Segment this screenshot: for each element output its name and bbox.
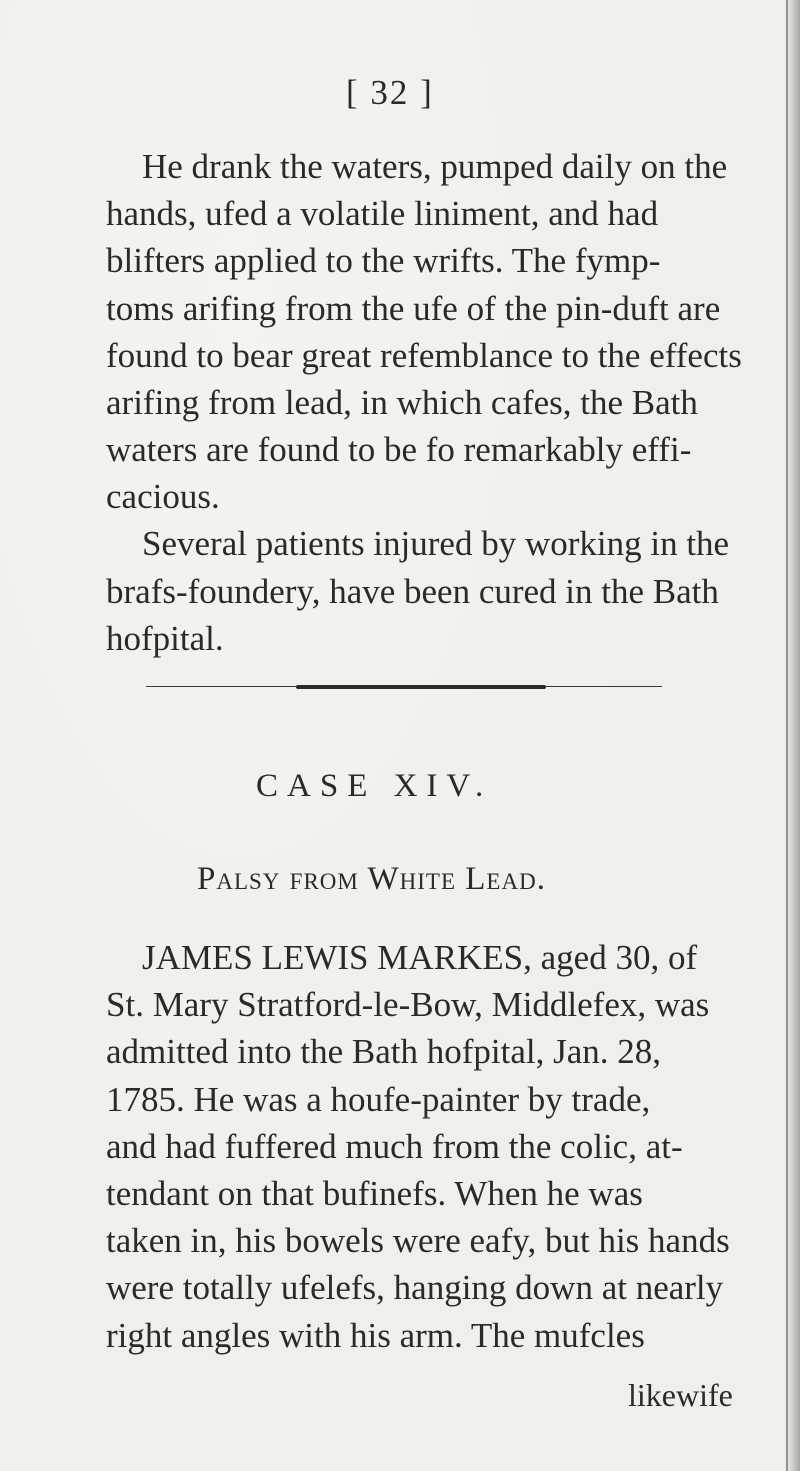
catchword: likewife [628,1377,733,1413]
text-line: Several patients injured by working in the [142,524,730,563]
page-edge-shadow [786,0,800,1471]
text-line: waters are found to be fo remarkably effi- [106,430,692,469]
page-edge-line [786,0,788,1471]
text-line: hofpital. [106,619,224,658]
text-line: blifters applied to the wrifts. The fymp- [106,241,661,280]
text-line: He drank the waters, pumped daily on the [142,147,728,186]
page-number-header: [ 32 ] [346,73,434,112]
text-line: St. Mary Stratford-le-Bow, Middlefex, was [106,985,710,1024]
text-line: and had fuffered much from the colic, at- [106,1127,683,1166]
case-subheading: Palsy from White Lead. [197,861,546,897]
text-line: cacious. [106,477,220,516]
text-line: were totally ufelefs, hanging down at nearly [106,1268,724,1307]
text-line: arifing from lead, in which cafes, the Bath [106,383,698,422]
section-divider [146,685,662,689]
text-line: brafs-foundery, have been cured in the Bath [106,572,719,611]
text-line: JAMES LEWIS MARKES, aged 30, of [142,938,698,977]
divider-thick-line [296,685,546,689]
text-line: right angles with his arm. The mufcles [106,1316,645,1355]
text-line: tendant on that bufinefs. When he was [106,1174,643,1213]
text-line: admitted into the Bath hofpital, Jan. 28, [106,1032,662,1071]
text-line: taken in, his bowels were eafy, but his hands [106,1221,730,1260]
text-line: hands, ufed a volatile liniment, and had [106,194,659,233]
text-line: 1785. He was a houfe-painter by trade, [106,1080,651,1119]
text-line: found to bear great refemblance to the effects [106,336,742,375]
case-heading: CASE XIV. [256,768,493,804]
text-line: toms arifing from the ufe of the pin-duft are [106,289,721,328]
